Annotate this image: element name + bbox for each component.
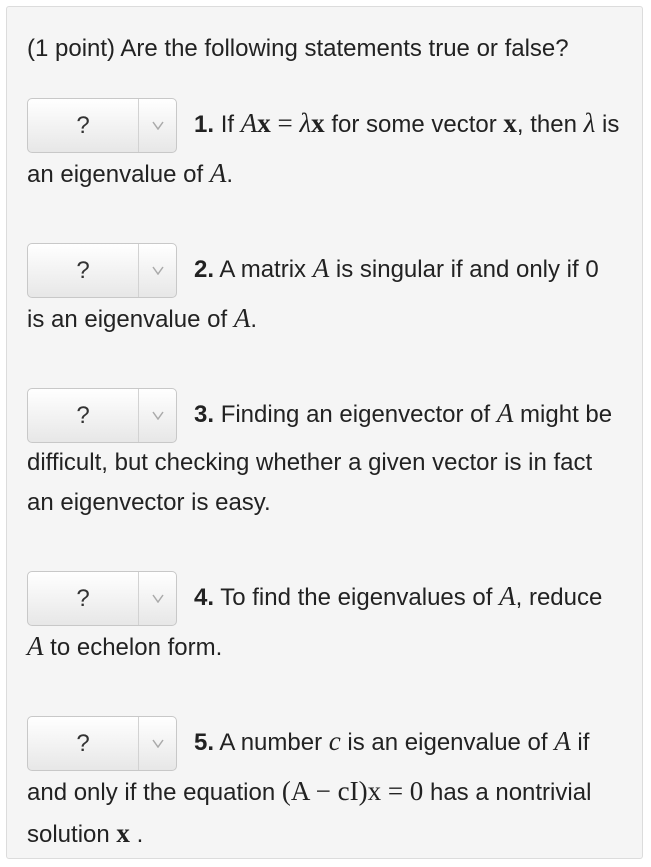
math-matrix-a: A xyxy=(27,631,44,661)
dropdown-value: ? xyxy=(76,112,90,139)
dropdown-value: ? xyxy=(76,402,90,429)
statement-text: If xyxy=(220,110,235,138)
math-equation: (A − cI)x = 0 xyxy=(281,776,424,806)
math-matrix-a: A xyxy=(240,107,258,138)
math-matrix-a: A xyxy=(312,252,330,283)
statement-number: 5. xyxy=(194,728,215,756)
math-equals: = xyxy=(270,107,300,138)
dropdown-divider xyxy=(138,717,139,770)
math-vector-x: x xyxy=(311,107,325,138)
chevron-down-icon xyxy=(140,244,176,297)
math-lambda: λ xyxy=(583,107,596,138)
math-vector-x: x xyxy=(257,107,271,138)
statement-text: is an eigenvalue of xyxy=(347,728,548,756)
statement-text: then xyxy=(530,110,577,138)
true-false-dropdown-5[interactable] xyxy=(27,716,177,771)
statement-number: 3. xyxy=(194,400,215,428)
statement-number: 4. xyxy=(194,583,215,611)
dropdown-divider xyxy=(138,244,139,297)
statement-text: To find the eigenvalues of xyxy=(220,583,493,611)
statement-text: to echelon form. xyxy=(50,634,223,661)
statement-text: is an eigenvalue of xyxy=(27,110,620,188)
math-matrix-a: A xyxy=(496,397,514,428)
dropdown-value: ? xyxy=(76,257,90,284)
dropdown-divider xyxy=(138,99,139,152)
statement-text: is singular if and only if 0 is an eigenvalue of xyxy=(27,255,599,333)
chevron-down-icon xyxy=(140,389,176,442)
math-scalar-c: c xyxy=(328,725,341,756)
true-false-dropdown-1[interactable] xyxy=(27,98,177,153)
statement-number: 1. xyxy=(194,110,215,138)
statement-number: 2. xyxy=(194,255,215,283)
math-matrix-a: A xyxy=(233,303,251,333)
chevron-down-icon xyxy=(140,717,176,770)
math-matrix-a: A xyxy=(499,580,516,611)
math-lambda: λ xyxy=(299,107,312,138)
dropdown-value: ? xyxy=(76,585,90,612)
statement-text: , xyxy=(516,110,524,138)
dropdown-divider xyxy=(138,389,139,442)
true-false-dropdown-4[interactable] xyxy=(27,571,177,626)
statement-text: A matrix xyxy=(219,255,307,283)
chevron-down-icon xyxy=(140,99,176,152)
statement-text: A number xyxy=(219,728,323,756)
statement-2 xyxy=(27,243,622,340)
math-vector-x: x xyxy=(116,818,130,848)
problem-intro: (1 point) Are the following statements true or false? xyxy=(27,35,569,62)
true-false-dropdown-2[interactable] xyxy=(27,243,177,298)
dropdown-value: ? xyxy=(76,730,90,757)
statement-3 xyxy=(27,388,622,523)
statement-text: , reduce xyxy=(515,583,603,611)
statement-text: . xyxy=(136,821,144,848)
statement-1 xyxy=(27,98,622,195)
statement-text: for some vector xyxy=(331,110,497,138)
statement-5 xyxy=(27,716,622,855)
true-false-dropdown-3[interactable] xyxy=(27,388,177,443)
statement-text: has a nontrivial solution xyxy=(27,779,592,848)
statement-text: if and only if the equation xyxy=(27,728,590,806)
dropdown-divider xyxy=(138,572,139,625)
chevron-down-icon xyxy=(140,572,176,625)
math-matrix-a: A xyxy=(209,158,227,188)
math-matrix-a: A xyxy=(554,725,571,756)
statement-text: . xyxy=(226,161,233,188)
problem-panel xyxy=(6,6,643,859)
statement-text: Finding an eigenvector of xyxy=(220,400,491,428)
math-vector-x: x xyxy=(503,107,517,138)
statement-text: . xyxy=(250,306,257,333)
statement-4 xyxy=(27,571,622,668)
statement-text: might be difficult, but checking whether a given vector is in fact an eigenvector is easy. xyxy=(27,400,613,516)
